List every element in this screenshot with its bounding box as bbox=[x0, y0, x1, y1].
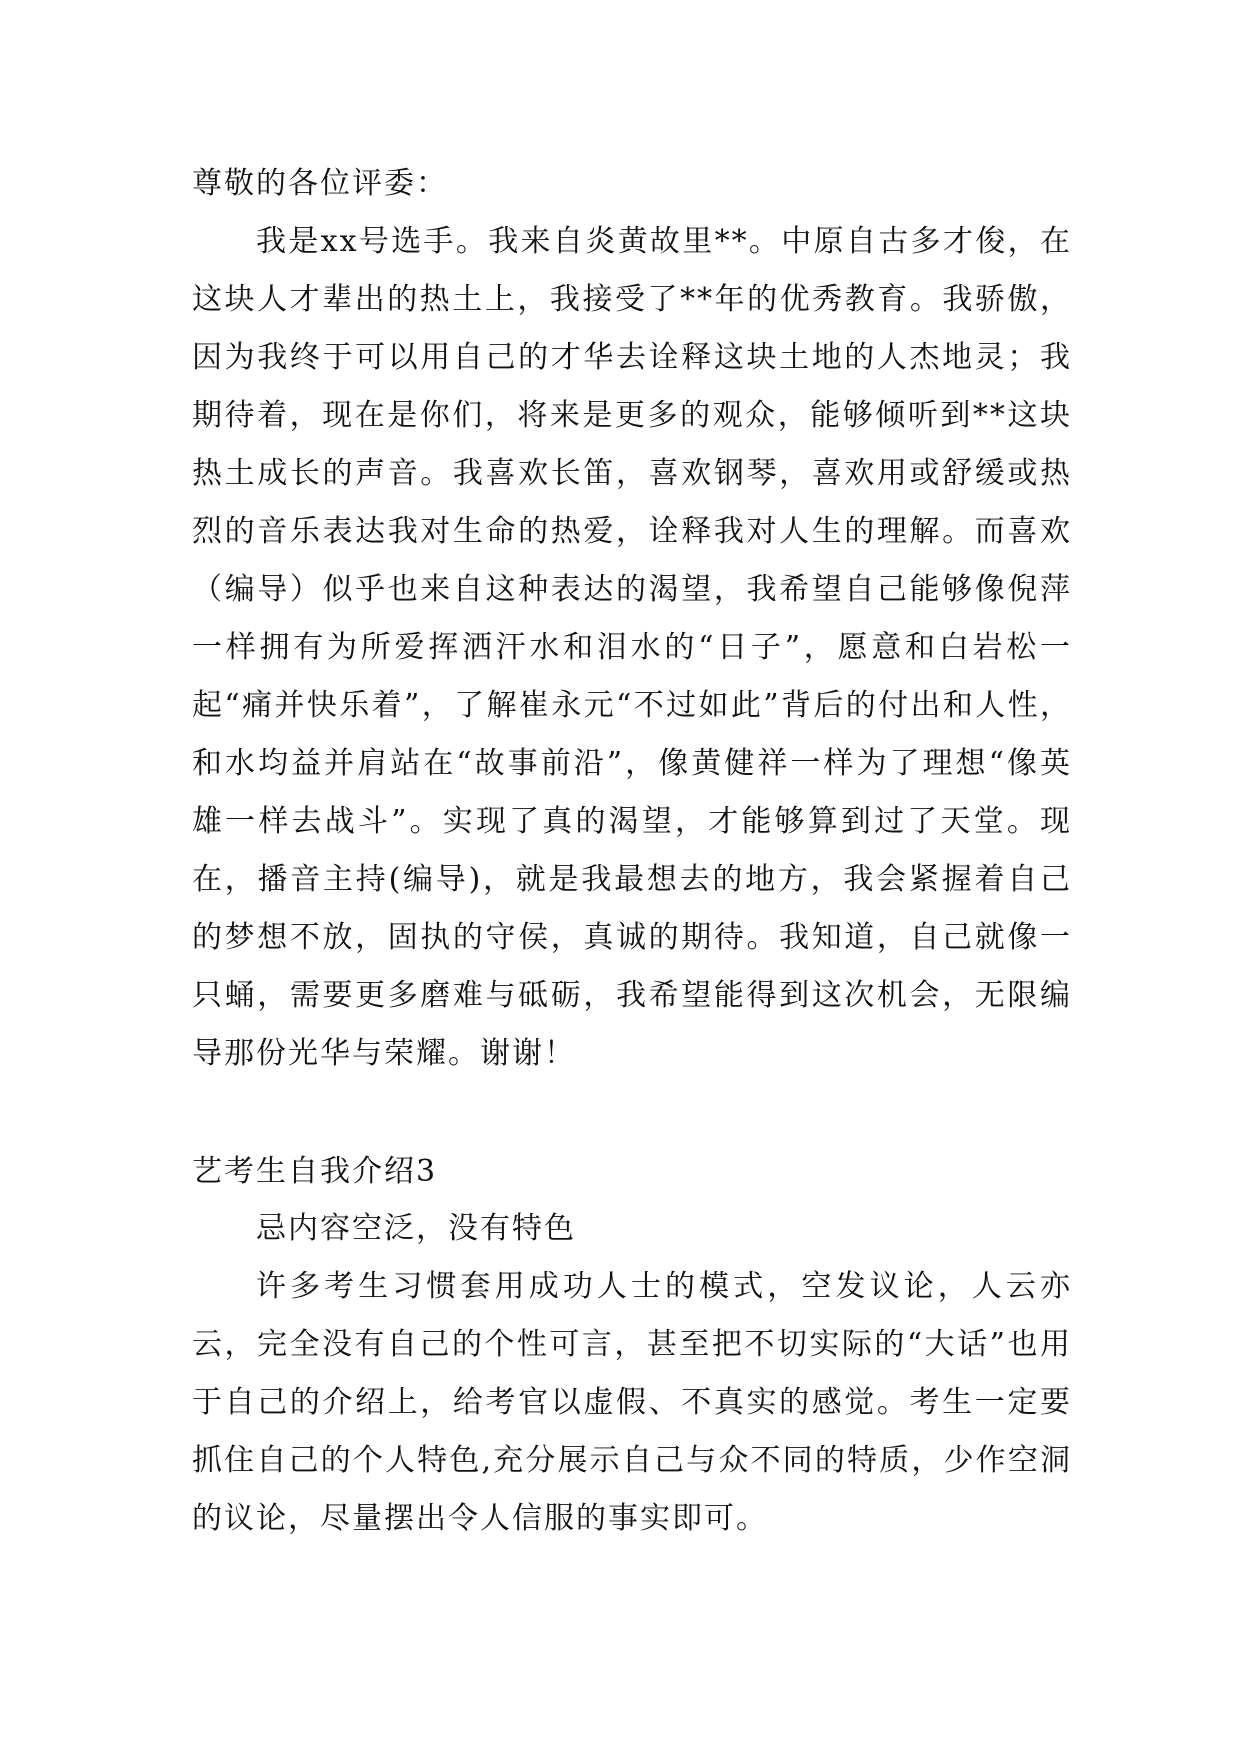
salutation: 尊敬的各位评委： bbox=[192, 166, 448, 201]
body-paragraph-introduction: 我是xx号选手。我来自炎黄故里**。中原自古多才俊，在这块人才辈出的热土上，我接受了**年的优秀教育。我骄傲，因为我终于可以用自己的才华去诠释这块土地的人杰地灵；我期待着，现在是你们，将来是更多的观众，能够倾听到**这块热土成长的声音。我喜欢长笛，喜欢钢琴，喜欢用或舒缓或热烈的音乐表达我对生命的热爱，诠释我对人生的理解。而喜欢（编导）似乎也来自这种表达的渴望，我希望自己能够像倪萍一样拥有为所爱挥洒汗水和泪水的“日子”，愿意和白岩松一起“痛并快乐着”，了解崔永元“不过如此”背后的付出和人性，和水均益并肩站在“故事前沿”，像黄健祥一样为了理想“像英雄一样去战斗”。实现了真的渴望，才能够算到过了天堂。现在，播音主持(编导)，就是我最想去的地方，我会紧握着自己的梦想不放，固执的守侯，真诚的期待。我知道，自己就像一只蛹，需要更多磨难与砥砺，我希望能得到这次机会，无限编导那份光华与荣耀。谢谢！ bbox=[192, 224, 1072, 1071]
section-title: 艺考生自我介绍3 bbox=[192, 1154, 438, 1189]
body-paragraph-advice: 许多考生习惯套用成功人士的模式，空发议论，人云亦云，完全没有自己的个性可言，甚至把不切实际的“大话”也用于自己的介绍上，给考官以虚假、不真实的感觉。考生一定要抓住自己的个人特色,充分展示自己与众不同的特质，少作空洞的议论，尽量摆出令人信服的事实即可。 bbox=[192, 1269, 1072, 1536]
section-subheading: 忌内容空泛，没有特色 bbox=[256, 1211, 576, 1246]
